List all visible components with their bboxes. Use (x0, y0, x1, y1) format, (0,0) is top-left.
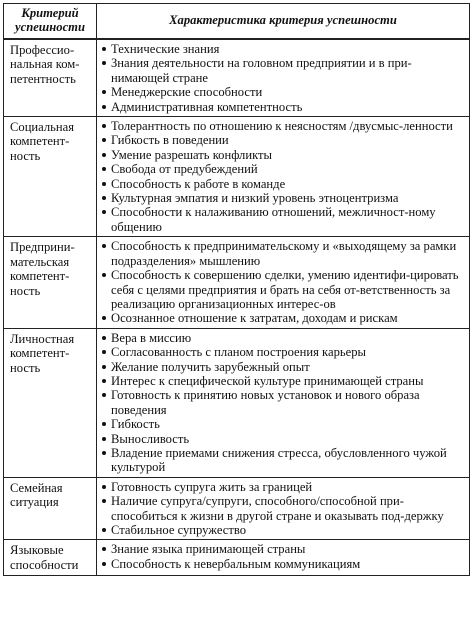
criterion-cell (4, 477, 97, 540)
header-criterion-line: Критерий (21, 6, 79, 20)
list-item: Наличие супруга/супруги, способного/способной при-способиться к жизни в другой стране и оказывать под-держку (99, 494, 466, 523)
list-item: Готовность к принятию новых установок и нового образа поведения (99, 388, 466, 417)
list-item: Административная компетентность (99, 100, 466, 114)
criterion-cell (4, 117, 97, 237)
list-item: Способность к совершению сделки, умению идентифи-цировать себя с целями предприятия и брать на себя от-ветственность за реализацию организационных интерес-ов (99, 268, 466, 311)
criterion-line: способности (10, 557, 79, 572)
criterion-line: ность (10, 148, 41, 163)
list-item: Желание получить зарубежный опыт (99, 360, 466, 374)
table-row (4, 117, 470, 237)
list-item: Интерес к специфической культуре принимающей страны (99, 374, 466, 388)
criterion-line: мательская (10, 254, 70, 269)
list-item: Гибкость в поведении (99, 133, 466, 147)
table-row (4, 540, 470, 576)
list-item: Владение приемами снижения стресса, обусловленного чужой культурой (99, 446, 466, 475)
criterion-line: Личностная (10, 331, 75, 346)
criterion-line: Социальная (10, 120, 75, 135)
list-item: Толерантность по отношению к неясностям /двусмыс-ленности (99, 119, 466, 133)
criterion-cell (4, 540, 97, 576)
criterion-line: Семейная (10, 480, 63, 495)
characteristics-list (99, 480, 466, 538)
list-item: Согласованность с планом построения карьеры (99, 345, 466, 359)
criterion-line: компетент- (10, 346, 70, 361)
characteristics-cell (97, 328, 470, 477)
list-item: Гибкость (99, 417, 466, 431)
list-item: Технические знания (99, 42, 466, 56)
characteristics-cell (97, 237, 470, 328)
list-item: Стабильное супружество (99, 523, 466, 537)
characteristics-list (99, 331, 466, 475)
criterion-line: компетент- (10, 134, 70, 149)
criterion-cell (4, 39, 97, 117)
characteristics-list (99, 119, 466, 234)
criterion-line: ность (10, 360, 41, 375)
criterion-line: нальная ком- (10, 57, 80, 72)
list-item: Менеджерские способности (99, 85, 466, 99)
criterion-line: Профессио- (10, 43, 75, 57)
characteristics-cell (97, 477, 470, 540)
list-item: Выносливость (99, 432, 466, 446)
list-item: Готовность супруга жить за границей (99, 480, 466, 494)
table-row (4, 477, 470, 540)
header-characteristic: Характеристика критерия успешности (97, 4, 470, 40)
criterion-cell (4, 237, 97, 328)
list-item: Знания деятельности на головном предприятии и в при-нимающей стране (99, 56, 466, 85)
list-item: Способность к невербальным коммуникациям (99, 557, 466, 571)
list-item: Знание языка принимающей страны (99, 542, 466, 556)
list-item: Осознанное отношение к затратам, доходам и рискам (99, 311, 466, 325)
table-row (4, 328, 470, 477)
criterion-line: компетент- (10, 269, 70, 284)
characteristics-cell (97, 540, 470, 576)
characteristics-cell (97, 117, 470, 237)
list-item: Культурная эмпатия и низкий уровень этноцентризма (99, 191, 466, 205)
list-item: Свобода от предубеждений (99, 162, 466, 176)
characteristics-list (99, 42, 466, 114)
characteristics-cell (97, 39, 470, 117)
list-item: Умение разрешать конфликты (99, 148, 466, 162)
header-row (4, 4, 470, 40)
characteristics-list (99, 239, 466, 325)
header-criterion-line: успешности (15, 20, 85, 34)
table-row (4, 237, 470, 328)
table-row (4, 39, 470, 117)
list-item: Вера в миссию (99, 331, 466, 345)
header-criterion (4, 4, 97, 40)
criteria-table (3, 3, 470, 576)
criterion-line: ситуация (10, 495, 59, 510)
criterion-line: ность (10, 283, 41, 298)
criterion-line: Предприни- (10, 240, 75, 255)
characteristics-list (99, 542, 466, 571)
criterion-cell (4, 328, 97, 477)
criterion-line: петентность (10, 71, 76, 86)
list-item: Способность к предпринимательскому и «выходящему за рамки подразделения» мышлению (99, 239, 466, 268)
criterion-line: Языковые (10, 543, 64, 558)
list-item: Способности к налаживанию отношений, межличност-ному общению (99, 205, 466, 234)
list-item: Способность к работе в команде (99, 177, 466, 191)
